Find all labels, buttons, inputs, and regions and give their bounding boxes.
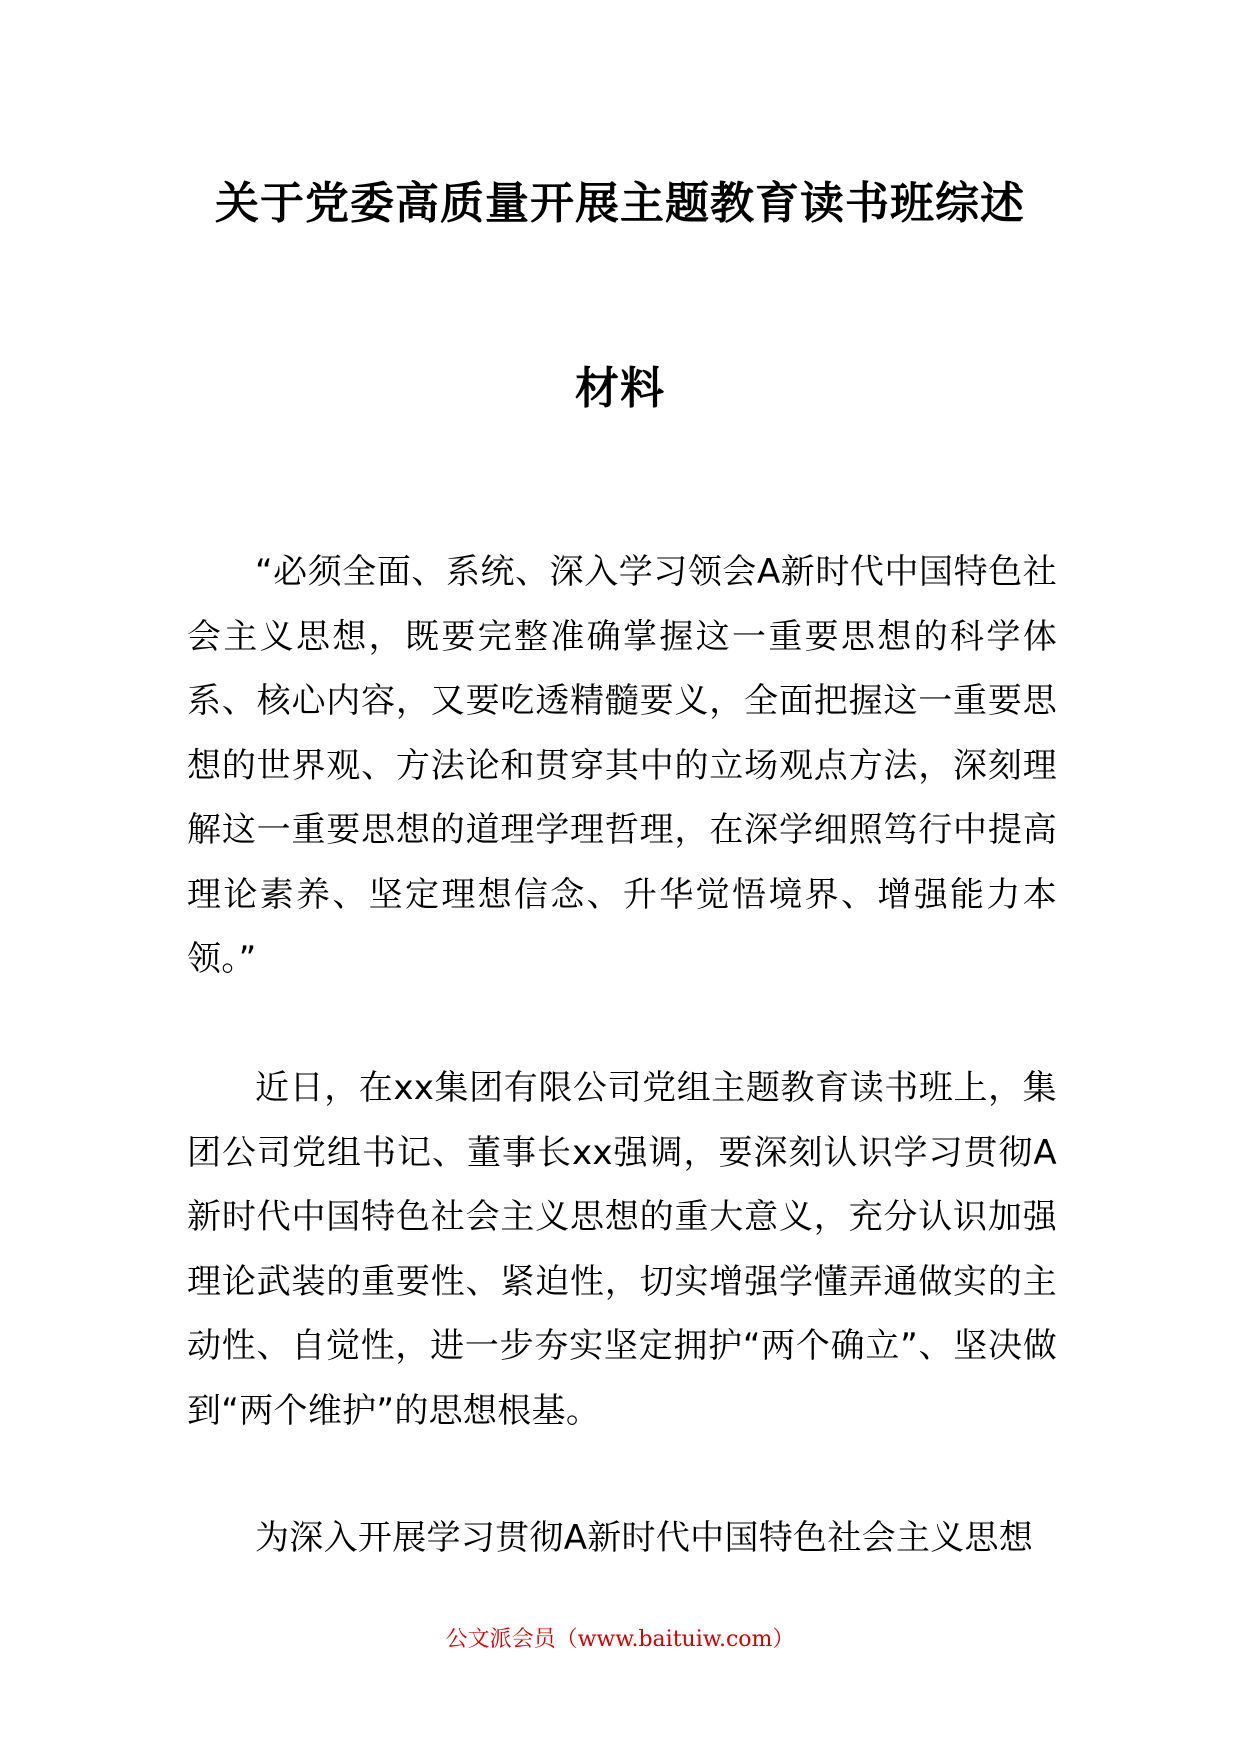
document-title-line-2: 材料 [575, 363, 665, 414]
footer-watermark-text: 公文派会员（www.baituiw.com） [445, 1627, 795, 1652]
document-title-line-1: 关于党委高质量开展主题教育读书班综述 [215, 178, 1025, 229]
paragraph-meeting: 近日，在xx集团有限公司党组主题教育读书班上，集团公司党组书记、董事长xx强调，要深刻认识学习贯彻A新时代中国特色社会主义思想的重大意义，充分认识加强理论武装的重要性、紧迫性，切实增强学懂弄通做实的主动性、自觉性，进一步夯实坚定拥护“两个确立”、坚决做到“两个维护”的思想根基。 [187, 1068, 1057, 1431]
paragraph-continuation: 为深入开展学习贯彻A新时代中国特色社会主义思想 [255, 1518, 1034, 1558]
paragraph-quote: “必须全面、系统、深入学习领会A新时代中国特色社会主义思想，既要完整准确掌握这一重要思想的科学体系、核心内容，又要吃透精髓要义，全面把握这一重要思想的世界观、方法论和贯穿其中的立场观点方法，深刻理解这一重要思想的道理学理哲理，在深学细照笃行中提高理论素养、坚定理想信念、升华觉悟境界、增强能力本领。” [187, 552, 1057, 979]
